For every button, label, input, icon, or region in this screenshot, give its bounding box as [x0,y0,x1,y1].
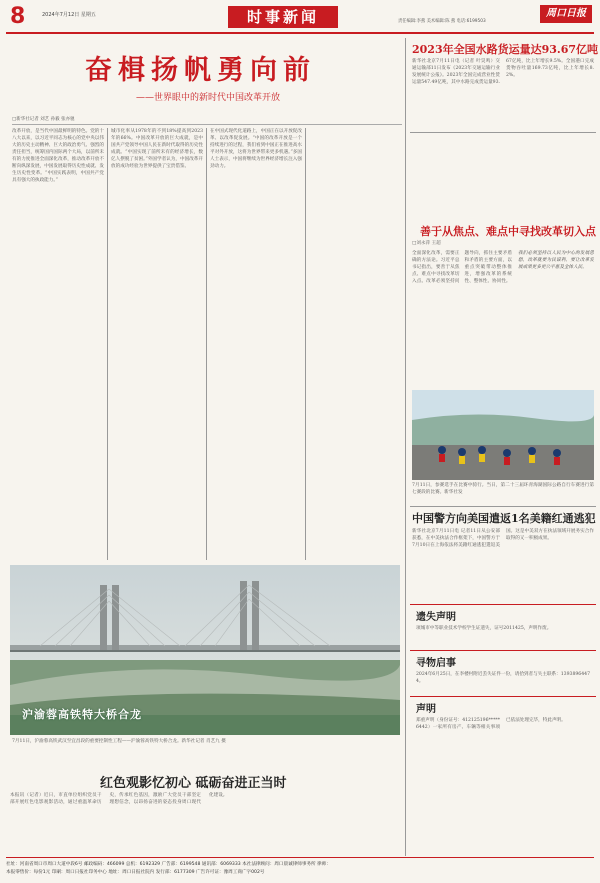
news3-text: 新华社北京7月11日电 记者11日从公安部获悉，在中美执法合作框架下，中国警方于7月10日在上海依法将美籍红通逃犯遣返美国。这是中美双方在执法领域开展务实合作取得的又一积极成果。 [412,529,594,548]
cycling-caption-text: 7月11日，参赛选手在比赛中骑行。当日，第二十三届环青海湖国际公路自行车赛进行第七赛段的比赛。新华社发 [412,483,594,495]
lost-notice-body: 项城市中等职业技术学校学生证遗失，证号2011425，声明作废。 [416,626,552,631]
bottom-article-text: 本报讯（记者）近日，市直单位组织党员干部开展红色电影观影活动，通过重温革命历史，传承红色基因，激励广大党员干部坚定理想信念，以昂扬奋进的姿态投身周口现代化建设。 [10,793,228,805]
bottom-article [10,772,400,857]
lead-headline: 奋楫扬帆勇向前 [85,55,316,86]
column-divider [206,128,207,560]
footer-line-1: 社址：河南省周口市周口大道中段6号 邮政编码：466099 总机：6192329 广告部：6199548 通讯部：6069333 本社法律顾问：周口晨诚律师事务所 律师： [6,862,331,867]
side-commentary-text: 我们必须坚持以人民为中心的发展思想，改革就要为民谋利，要让改革发展成果更多更公平惠及全体人民。 [518,251,594,270]
lead-col2-text: 城市化率从1978年的不到18%提高到2023年的66%。中国改革开放的巨大成就，是中国共产党领导中国人民在新时代取得的历史性成就。“中国实现了前所未有的经济增长，数亿人摆脱了贫困。”外国学者认为，中国改革开放的成功经验为世界提供了宝贵借鉴。 [111,129,203,169]
lead-column-3 [210,128,302,560]
declaration-body [416,717,590,852]
section-divider [410,506,596,507]
lost-notice [410,604,596,646]
find-notice [410,650,596,692]
footer-line-2: 本报零售价：每份1元 印刷：周口日报社印务中心 地址：周口日报社院内 发行部：6177309 广告许可证：豫周工商广字002号 [6,870,265,875]
bottom-article-body [10,792,400,854]
photo-caption [12,738,397,770]
news2-body [412,250,512,386]
photo-title-overlay: 沪渝蓉高铁特大桥合龙 [22,708,142,721]
side-commentary [518,250,594,386]
photo-caption-text: 7月11日，沪渝蓉高铁武汉至宜昌段的重要控制性工程——沪渝蓉高铁特大桥合龙。新华社记者 肖艺九 摄 [12,739,226,744]
page-footer [6,857,594,879]
find-notice-body: 2024年6月25日，在李楼村附近丢失证件一份，请拾到者与失主联系：13938964474。 [416,672,590,684]
page-header [0,0,600,36]
editor-credits: 责任编辑:李燕 美术编辑:陈 燕 电话:6199503 [398,19,486,24]
lead-col3-text: 在中国式现代化道路上，中国正在以开放促改革、以改革促发展。“中国的改革开放是一个持续进行的过程，我们看到中国正在推进高水平对外开放，这将为世界带来更多机遇。”多国人士表示，中国将继续为世界经济增长注入强劲动力。 [210,129,302,169]
cycling-photo [412,390,594,480]
section-banner: 时事新闻 [228,6,338,28]
lead-column-4 [309,128,401,560]
column-divider [305,128,306,560]
cycling-illustration [412,390,594,480]
news3-body [412,528,594,600]
declaration-title: 声明 [416,704,436,715]
bottom-article-title: 红色观影忆初心 砥砺奋进正当时 [100,776,287,791]
news2-title: 善于从焦点、难点中寻找改革切入点 [420,225,596,238]
declaration-notice [410,696,596,854]
section-divider [410,132,596,133]
lead-column-2 [111,128,203,560]
news1-body [412,58,594,130]
lead-byline: □新华社记者 刘艺 孙毅 张亦驰 [12,116,402,125]
news1-text: 新华社北京7月11日电（记者 叶昊鸣）交通运输部11日发布《2023年交通运输行业发展统计公报》。2023年全国完成营业性货运量547.49亿吨，其中水路完成货运量93.67亿吨，比上年增长9.5%。全国港口完成货物吞吐量169.73亿吨，比上年增长8.2%。 [412,59,594,85]
issue-date: 2024年7月12日 星期五 [42,12,96,18]
news1-continued [412,134,594,220]
lead-subheadline: ——世界眼中的新时代中国改革开放 [136,93,281,103]
column-divider [107,128,108,560]
find-notice-title: 寻物启事 [416,658,456,669]
news2-byline: □刘永萍 王超 [412,241,441,246]
lead-column-1 [12,128,104,560]
section-divider [405,38,406,856]
lost-notice-title: 遗失声明 [416,612,456,623]
news1-title: 2023年全国水路货运量达93.67亿吨 [412,43,599,56]
news3-title: 中国警方向美国遣返1名美籍红通逃犯 [412,512,596,525]
header-rule [6,32,594,34]
lead-col1-text: 改革开放，是当代中国最鲜明的特色。党的十八大以来，以习近平同志为核心的党中央以伟大的历史主动精神、巨大的政治勇气、强烈的责任担当，统筹国内国际两个大局，以前所未有的力度推进全面深化改革，推动改革开放不断向纵深发展，中国发展取得历史性成就、发生历史性变革。“中国实践表明，中国共产党具有强大的执政能力。” [12,129,104,183]
cycling-caption [412,482,594,503]
declaration-text: 郑重声明（身份证号：412125196*****6442）一家所有房产、车辆等相关事项已依法处理完毕，特此声明。 [416,718,566,730]
news2-text: 全面深化改革，需要正确的方法论。习近平总书记指出，要善于从焦点、难点中寻找改革切入点。改革必须坚持问题导向，抓住主要矛盾和矛盾的主要方面，以重点突破带动整体推进，增强改革的系统性、整体性、协同性。 [412,251,512,284]
page-number: 8 [10,4,26,29]
newspaper-logo: 周口日报 [540,5,592,23]
